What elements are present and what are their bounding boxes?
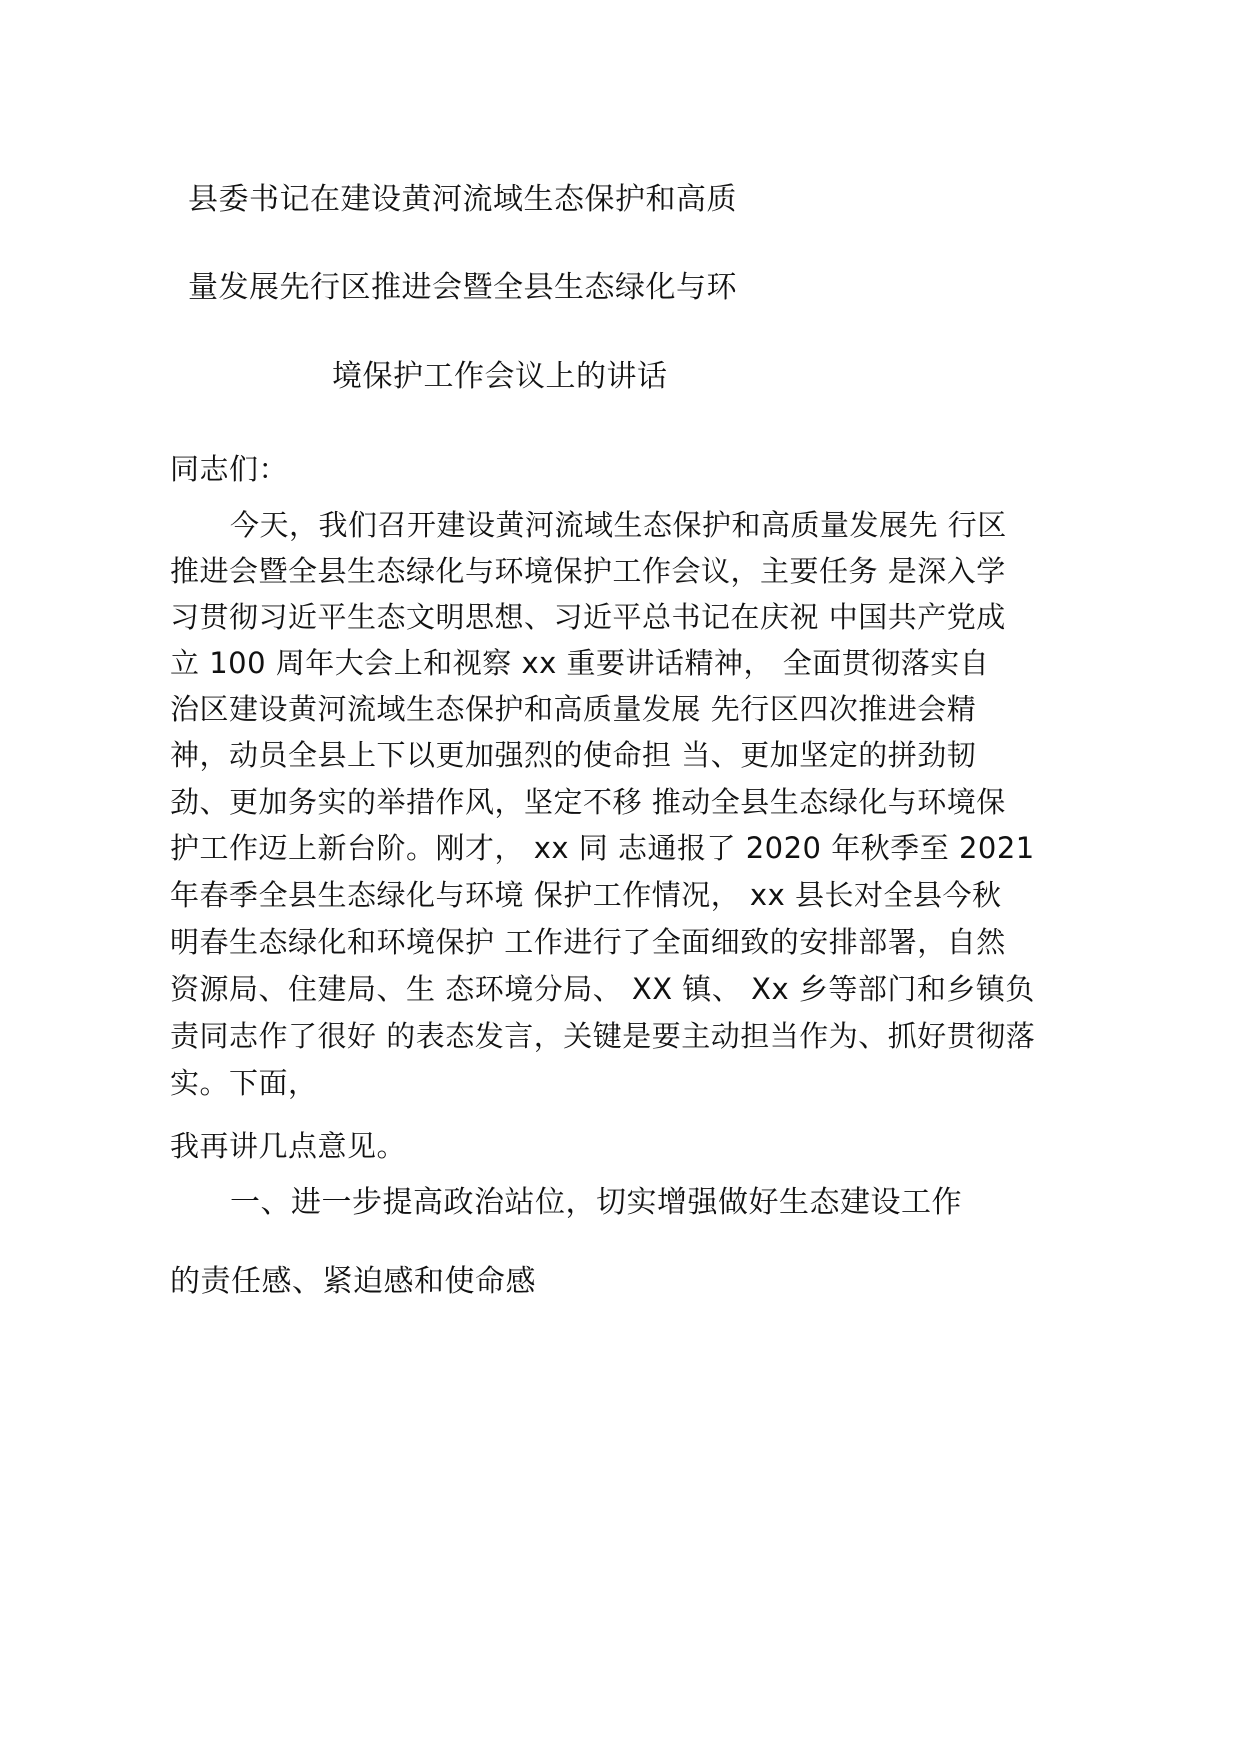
section-heading-line-2: 的责任感、紧迫感和使命感 [170, 1264, 536, 1299]
body-line-9: 年春季全县生态绿化与环境 保护工作情况， xx 县长对全县今秋 [170, 878, 1002, 912]
body-line-6: 神，动员全县上下以更加强烈的使命担 当、更加坚定的拼劲韧 [170, 738, 977, 772]
body-line-7: 劲、更加务实的举措作风，坚定不移 推动全县生态绿化与环境保 [170, 785, 1006, 819]
body-line-10: 明春生态绿化和环境保护 工作进行了全面细致的安排部署，自然 [170, 925, 1006, 959]
body-line-12: 责同志作了很好 的表态发言，关键是要主动担当作为、抓好贯彻落 [170, 1019, 1036, 1053]
title-line-1: 县委书记在建设黄河流域生态保护和高质 [188, 182, 737, 217]
body-line-8: 护工作迈上新台阶。刚才， xx 同 志通报了 2020 年秋季至 2021 [170, 831, 1035, 865]
body-line-11: 资源局、住建局、生 态环境分局、 XX 镇、 Xx 乡等部门和乡镇负 [170, 972, 1035, 1006]
section-heading-line-1: 一、进一步提高政治站位，切实增强做好生态建设工作 [230, 1185, 962, 1220]
body-line-2: 推进会暨全县生态绿化与环境保护工作会议，主要任务 是深入学 [170, 554, 1006, 588]
body-line-13: 实。下面， [170, 1066, 318, 1100]
closing-line: 我再讲几点意见。 [170, 1129, 407, 1163]
body-line-1: 今天，我们召开建设黄河流域生态保护和高质量发展先 行区 [230, 508, 1007, 542]
body-line-4: 立 100 周年大会上和视察 xx 重要讲话精神， 全面贯彻落实自 [170, 646, 990, 680]
body-line-3: 习贯彻习近平生态文明思想、习近平总书记在庆祝 中国共产党成 [170, 600, 1006, 634]
title-line-3: 境保护工作会议上的讲话 [332, 359, 668, 394]
salutation: 同志们： [170, 452, 289, 486]
title-line-2: 量发展先行区推进会暨全县生态绿化与环 [188, 270, 737, 305]
body-line-5: 治区建设黄河流域生态保护和高质量发展 先行区四次推进会精 [170, 692, 977, 726]
